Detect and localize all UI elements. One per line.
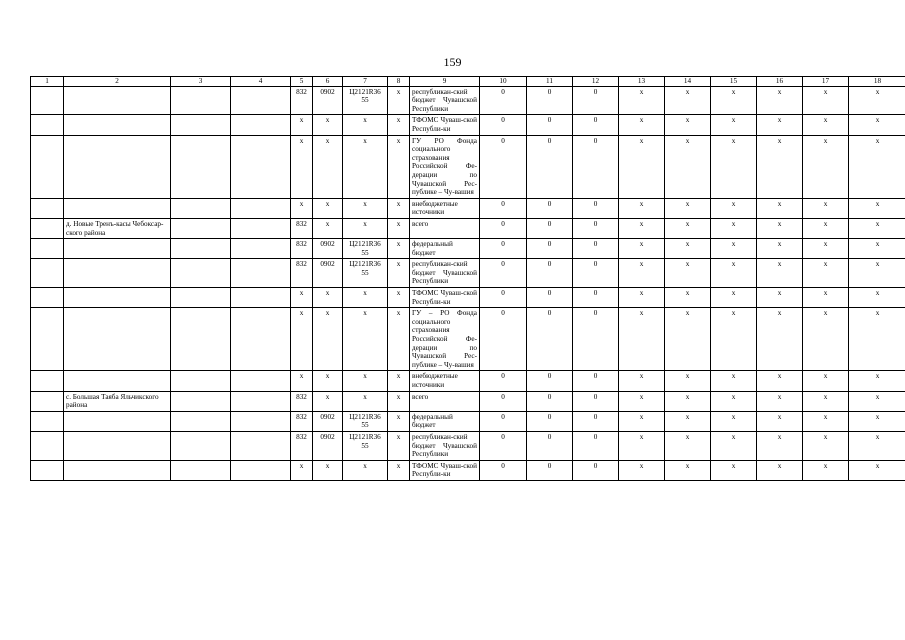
cell-col-8: х [388, 371, 410, 391]
cell-col-1 [31, 411, 64, 431]
value-cell-col-14: х [665, 288, 711, 308]
value-cell-col-13: х [619, 86, 665, 115]
location-cell: с. Большая Таяба Яльчикского района [64, 391, 171, 411]
value-cell-col-11: 0 [527, 86, 573, 115]
cell-col-8: х [388, 115, 410, 135]
value-cell-col-11: 0 [527, 198, 573, 218]
funding-source-cell: республикан-ский бюджет Чувашской Республики [410, 86, 480, 115]
value-cell-col-10: 0 [480, 371, 527, 391]
funding-source-cell: внебюджетные источники [410, 198, 480, 218]
cell-col-4 [231, 391, 291, 411]
value-cell-col-13: х [619, 431, 665, 460]
value-cell-col-10: 0 [480, 259, 527, 288]
value-cell-col-12: 0 [573, 460, 619, 480]
value-cell-col-17: х [803, 218, 849, 238]
cell-col-1 [31, 115, 64, 135]
table-row [31, 135, 905, 198]
cell-col-4 [231, 115, 291, 135]
value-cell-col-16: х [757, 460, 803, 480]
value-cell-col-11: 0 [527, 115, 573, 135]
cell-col-1 [31, 259, 64, 288]
cell-col-8: х [388, 460, 410, 480]
cell-col-1 [31, 460, 64, 480]
funding-source-cell: федеральный бюджет [410, 411, 480, 431]
value-cell-col-17: х [803, 308, 849, 371]
value-cell-col-17: х [803, 431, 849, 460]
value-cell-col-10: 0 [480, 239, 527, 259]
column-header-14: 14 [665, 77, 711, 87]
column-header-13: 13 [619, 77, 665, 87]
cell-col-3 [171, 308, 231, 371]
cell-col-7: х [343, 391, 388, 411]
cell-col-3 [171, 460, 231, 480]
cell-col-4 [231, 288, 291, 308]
value-cell-col-18: х [849, 371, 905, 391]
cell-col-6: х [313, 115, 343, 135]
value-cell-col-17: х [803, 86, 849, 115]
cell-col-7: х [343, 218, 388, 238]
value-cell-col-13: х [619, 460, 665, 480]
cell-col-4 [231, 308, 291, 371]
column-header-8: 8 [388, 77, 410, 87]
cell-col-6: 0902 [313, 86, 343, 115]
value-cell-col-16: х [757, 411, 803, 431]
funding-source-cell: ТФОМС Чуваш-ской Республи-ки [410, 288, 480, 308]
value-cell-col-14: х [665, 391, 711, 411]
value-cell-col-18: х [849, 259, 905, 288]
cell-col-6: х [313, 135, 343, 198]
value-cell-col-11: 0 [527, 460, 573, 480]
value-cell-col-18: х [849, 115, 905, 135]
value-cell-col-14: х [665, 239, 711, 259]
cell-col-6: х [313, 198, 343, 218]
cell-col-3 [171, 86, 231, 115]
table-row [31, 308, 905, 371]
value-cell-col-15: х [711, 239, 757, 259]
value-cell-col-10: 0 [480, 431, 527, 460]
cell-col-5: х [291, 460, 313, 480]
location-cell [64, 115, 171, 135]
value-cell-col-14: х [665, 198, 711, 218]
cell-col-5: 832 [291, 259, 313, 288]
value-cell-col-15: х [711, 115, 757, 135]
header-row [31, 77, 905, 87]
cell-col-5: х [291, 198, 313, 218]
value-cell-col-18: х [849, 391, 905, 411]
cell-col-6: х [313, 371, 343, 391]
cell-col-1 [31, 371, 64, 391]
cell-col-7: х [343, 460, 388, 480]
value-cell-col-10: 0 [480, 198, 527, 218]
value-cell-col-11: 0 [527, 371, 573, 391]
cell-col-4 [231, 411, 291, 431]
cell-col-7: х [343, 308, 388, 371]
value-cell-col-10: 0 [480, 115, 527, 135]
value-cell-col-17: х [803, 460, 849, 480]
cell-col-8: х [388, 198, 410, 218]
cell-col-4 [231, 431, 291, 460]
value-cell-col-15: х [711, 411, 757, 431]
cell-col-4 [231, 218, 291, 238]
value-cell-col-18: х [849, 288, 905, 308]
funding-source-cell: внебюджетные источники [410, 371, 480, 391]
cell-col-5: х [291, 288, 313, 308]
page-number: 159 [443, 55, 462, 69]
table-row [31, 218, 905, 238]
cell-col-3 [171, 239, 231, 259]
value-cell-col-16: х [757, 259, 803, 288]
value-cell-col-14: х [665, 431, 711, 460]
value-cell-col-11: 0 [527, 259, 573, 288]
table-row [31, 371, 905, 391]
value-cell-col-13: х [619, 371, 665, 391]
funding-source-cell: республикан-ский бюджет Чувашской Республики [410, 431, 480, 460]
value-cell-col-15: х [711, 198, 757, 218]
funding-source-cell: ГУ РО Фонда социального страхования Российской Фе-дерации по Чувашской Рес-публике – Чу-вашия [410, 135, 480, 198]
location-cell [64, 371, 171, 391]
column-header-18: 18 [849, 77, 905, 87]
cell-col-3 [171, 288, 231, 308]
value-cell-col-18: х [849, 308, 905, 371]
location-cell: д. Новые Тренъ-касы Чебоксар-ского района [64, 218, 171, 238]
cell-col-6: х [313, 308, 343, 371]
cell-col-3 [171, 135, 231, 198]
value-cell-col-15: х [711, 135, 757, 198]
value-cell-col-18: х [849, 460, 905, 480]
value-cell-col-10: 0 [480, 86, 527, 115]
funding-source-cell: всего [410, 391, 480, 411]
funding-source-cell: ТФОМС Чуваш-ской Республи-ки [410, 115, 480, 135]
cell-col-7: х [343, 371, 388, 391]
column-header-4: 4 [231, 77, 291, 87]
funding-source-cell: федеральный бюджет [410, 239, 480, 259]
cell-col-7: Ц2121R36 55 [343, 431, 388, 460]
cell-col-5: х [291, 371, 313, 391]
table-row [31, 239, 905, 259]
value-cell-col-12: 0 [573, 259, 619, 288]
value-cell-col-15: х [711, 431, 757, 460]
value-cell-col-14: х [665, 259, 711, 288]
location-cell [64, 259, 171, 288]
cell-col-7: х [343, 135, 388, 198]
value-cell-col-16: х [757, 239, 803, 259]
value-cell-col-16: х [757, 371, 803, 391]
value-cell-col-17: х [803, 391, 849, 411]
value-cell-col-15: х [711, 391, 757, 411]
value-cell-col-16: х [757, 308, 803, 371]
cell-col-3 [171, 371, 231, 391]
column-header-9: 9 [410, 77, 480, 87]
value-cell-col-14: х [665, 135, 711, 198]
value-cell-col-18: х [849, 239, 905, 259]
value-cell-col-15: х [711, 86, 757, 115]
cell-col-1 [31, 198, 64, 218]
table-row [31, 460, 905, 480]
value-cell-col-10: 0 [480, 391, 527, 411]
cell-col-6: 0902 [313, 259, 343, 288]
cell-col-3 [171, 411, 231, 431]
value-cell-col-18: х [849, 411, 905, 431]
table-row [31, 198, 905, 218]
value-cell-col-12: 0 [573, 115, 619, 135]
value-cell-col-17: х [803, 288, 849, 308]
cell-col-4 [231, 259, 291, 288]
column-header-17: 17 [803, 77, 849, 87]
value-cell-col-12: 0 [573, 218, 619, 238]
value-cell-col-17: х [803, 239, 849, 259]
value-cell-col-12: 0 [573, 391, 619, 411]
column-header-16: 16 [757, 77, 803, 87]
cell-col-1 [31, 239, 64, 259]
value-cell-col-15: х [711, 371, 757, 391]
value-cell-col-11: 0 [527, 135, 573, 198]
cell-col-7: Ц2121R36 55 [343, 411, 388, 431]
value-cell-col-13: х [619, 259, 665, 288]
cell-col-5: 832 [291, 391, 313, 411]
cell-col-7: Ц2121R36 55 [343, 86, 388, 115]
cell-col-1 [31, 135, 64, 198]
value-cell-col-11: 0 [527, 218, 573, 238]
value-cell-col-13: х [619, 288, 665, 308]
column-header-12: 12 [573, 77, 619, 87]
value-cell-col-11: 0 [527, 308, 573, 371]
value-cell-col-16: х [757, 288, 803, 308]
cell-col-4 [231, 239, 291, 259]
value-cell-col-10: 0 [480, 411, 527, 431]
value-cell-col-10: 0 [480, 288, 527, 308]
location-cell [64, 411, 171, 431]
value-cell-col-11: 0 [527, 391, 573, 411]
value-cell-col-14: х [665, 308, 711, 371]
location-cell [64, 431, 171, 460]
cell-col-8: х [388, 135, 410, 198]
funding-source-cell: ТФОМС Чуваш-ской Республи-ки [410, 460, 480, 480]
value-cell-col-15: х [711, 460, 757, 480]
cell-col-1 [31, 288, 64, 308]
value-cell-col-13: х [619, 308, 665, 371]
value-cell-col-15: х [711, 308, 757, 371]
table-row [31, 411, 905, 431]
column-header-2: 2 [64, 77, 171, 87]
funding-source-cell: республикан-ский бюджет Чувашской Республики [410, 259, 480, 288]
column-header-7: 7 [343, 77, 388, 87]
cell-col-6: х [313, 391, 343, 411]
value-cell-col-17: х [803, 371, 849, 391]
value-cell-col-14: х [665, 371, 711, 391]
value-cell-col-12: 0 [573, 86, 619, 115]
value-cell-col-10: 0 [480, 460, 527, 480]
cell-col-1 [31, 391, 64, 411]
value-cell-col-13: х [619, 198, 665, 218]
value-cell-col-14: х [665, 411, 711, 431]
value-cell-col-12: 0 [573, 288, 619, 308]
value-cell-col-16: х [757, 218, 803, 238]
table-row [31, 259, 905, 288]
cell-col-5: 832 [291, 218, 313, 238]
cell-col-4 [231, 198, 291, 218]
value-cell-col-16: х [757, 86, 803, 115]
cell-col-8: х [388, 239, 410, 259]
table-row [31, 431, 905, 460]
location-cell [64, 308, 171, 371]
table-body [31, 86, 905, 480]
column-header-11: 11 [527, 77, 573, 87]
value-cell-col-13: х [619, 239, 665, 259]
location-cell [64, 198, 171, 218]
cell-col-6: х [313, 460, 343, 480]
cell-col-5: х [291, 135, 313, 198]
cell-col-4 [231, 135, 291, 198]
cell-col-6: х [313, 288, 343, 308]
value-cell-col-11: 0 [527, 411, 573, 431]
table-row [31, 288, 905, 308]
cell-col-8: х [388, 86, 410, 115]
cell-col-1 [31, 431, 64, 460]
cell-col-8: х [388, 308, 410, 371]
value-cell-col-11: 0 [527, 288, 573, 308]
value-cell-col-18: х [849, 218, 905, 238]
value-cell-col-13: х [619, 115, 665, 135]
value-cell-col-13: х [619, 135, 665, 198]
location-cell [64, 460, 171, 480]
table-row [31, 391, 905, 411]
cell-col-7: Ц2121R36 55 [343, 259, 388, 288]
value-cell-col-10: 0 [480, 308, 527, 371]
cell-col-1 [31, 86, 64, 115]
cell-col-8: х [388, 411, 410, 431]
value-cell-col-18: х [849, 135, 905, 198]
column-header-6: 6 [313, 77, 343, 87]
location-cell [64, 239, 171, 259]
value-cell-col-10: 0 [480, 135, 527, 198]
value-cell-col-15: х [711, 259, 757, 288]
value-cell-col-17: х [803, 135, 849, 198]
value-cell-col-12: 0 [573, 198, 619, 218]
value-cell-col-13: х [619, 411, 665, 431]
value-cell-col-16: х [757, 391, 803, 411]
cell-col-7: Ц2121R36 55 [343, 239, 388, 259]
value-cell-col-16: х [757, 431, 803, 460]
value-cell-col-11: 0 [527, 239, 573, 259]
cell-col-8: х [388, 391, 410, 411]
column-header-10: 10 [480, 77, 527, 87]
location-cell [64, 288, 171, 308]
cell-col-7: х [343, 288, 388, 308]
cell-col-8: х [388, 218, 410, 238]
value-cell-col-17: х [803, 115, 849, 135]
cell-col-3 [171, 431, 231, 460]
cell-col-7: х [343, 115, 388, 135]
cell-col-3 [171, 259, 231, 288]
cell-col-7: х [343, 198, 388, 218]
value-cell-col-14: х [665, 115, 711, 135]
table-row [31, 86, 905, 115]
table-row [31, 115, 905, 135]
value-cell-col-15: х [711, 218, 757, 238]
cell-col-6: 0902 [313, 239, 343, 259]
value-cell-col-17: х [803, 259, 849, 288]
value-cell-col-13: х [619, 391, 665, 411]
cell-col-8: х [388, 288, 410, 308]
value-cell-col-12: 0 [573, 135, 619, 198]
cell-col-5: 832 [291, 86, 313, 115]
value-cell-col-18: х [849, 86, 905, 115]
cell-col-3 [171, 115, 231, 135]
cell-col-4 [231, 371, 291, 391]
value-cell-col-14: х [665, 218, 711, 238]
column-header-3: 3 [171, 77, 231, 87]
value-cell-col-15: х [711, 288, 757, 308]
value-cell-col-17: х [803, 198, 849, 218]
cell-col-5: х [291, 115, 313, 135]
funding-source-cell: ГУ – РО Фонда социального страхования Российской Фе-дерации по Чувашской Рес-публике – Чу-вашия [410, 308, 480, 371]
cell-col-3 [171, 198, 231, 218]
value-cell-col-13: х [619, 218, 665, 238]
cell-col-4 [231, 460, 291, 480]
cell-col-5: 832 [291, 411, 313, 431]
location-cell [64, 86, 171, 115]
budget-table [30, 76, 905, 481]
cell-col-8: х [388, 259, 410, 288]
value-cell-col-14: х [665, 86, 711, 115]
cell-col-6: 0902 [313, 411, 343, 431]
value-cell-col-18: х [849, 431, 905, 460]
location-cell [64, 135, 171, 198]
cell-col-6: 0902 [313, 431, 343, 460]
value-cell-col-11: 0 [527, 431, 573, 460]
cell-col-6: х [313, 218, 343, 238]
value-cell-col-16: х [757, 198, 803, 218]
cell-col-3 [171, 391, 231, 411]
value-cell-col-17: х [803, 411, 849, 431]
value-cell-col-16: х [757, 115, 803, 135]
value-cell-col-12: 0 [573, 371, 619, 391]
cell-col-1 [31, 308, 64, 371]
value-cell-col-14: х [665, 460, 711, 480]
cell-col-4 [231, 86, 291, 115]
value-cell-col-16: х [757, 135, 803, 198]
cell-col-3 [171, 218, 231, 238]
funding-source-cell: всего [410, 218, 480, 238]
value-cell-col-12: 0 [573, 308, 619, 371]
cell-col-5: 832 [291, 239, 313, 259]
value-cell-col-12: 0 [573, 239, 619, 259]
value-cell-col-18: х [849, 198, 905, 218]
value-cell-col-12: 0 [573, 431, 619, 460]
value-cell-col-10: 0 [480, 218, 527, 238]
column-header-1: 1 [31, 77, 64, 87]
cell-col-5: х [291, 308, 313, 371]
cell-col-5: 832 [291, 431, 313, 460]
column-header-5: 5 [291, 77, 313, 87]
value-cell-col-12: 0 [573, 411, 619, 431]
column-header-15: 15 [711, 77, 757, 87]
cell-col-8: х [388, 431, 410, 460]
cell-col-1 [31, 218, 64, 238]
